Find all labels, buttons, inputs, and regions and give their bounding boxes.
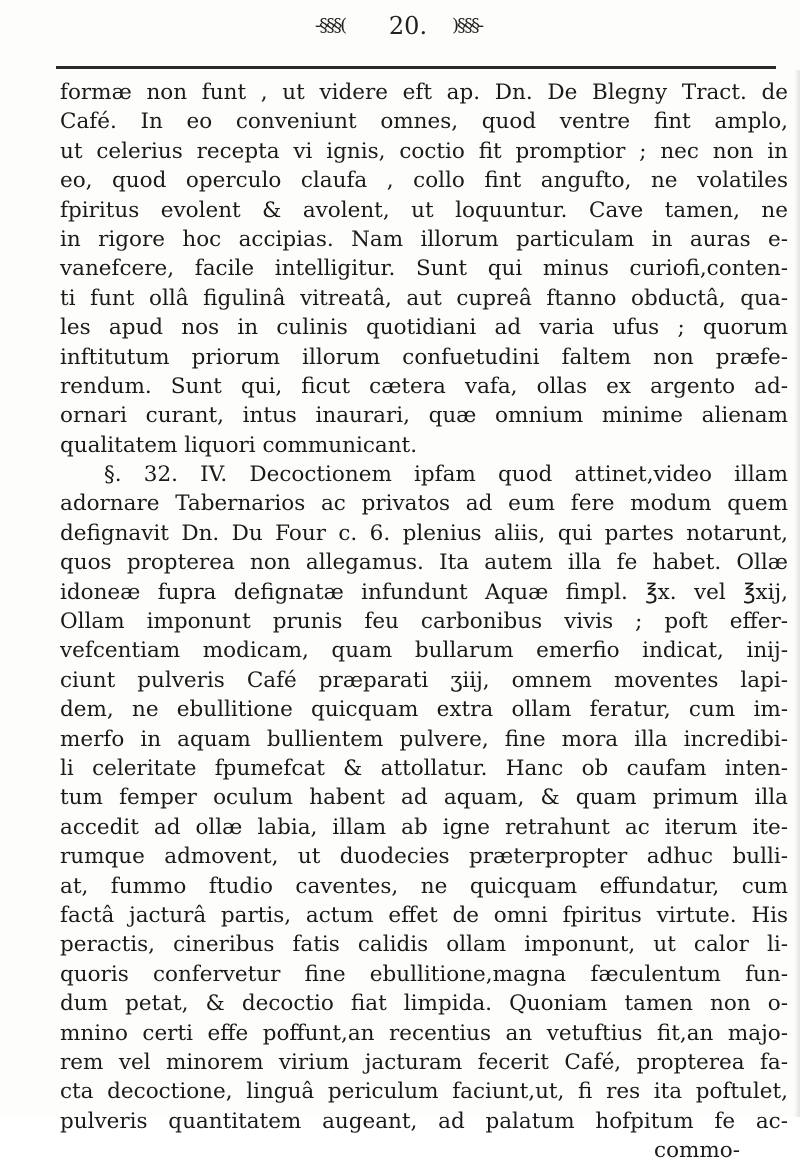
text-line: les apud nos in culinis quotidiani ad varia ufus ; quorum (60, 315, 788, 341)
text-line: merfo in aquam bullientem pulvere, fine mora illa incredibi- (60, 726, 788, 752)
header-rule (56, 66, 776, 69)
page-number: 20. (388, 12, 428, 40)
text-line: dum petat, & decoctio fiat limpida. Quoniam tamen non o- (60, 991, 788, 1017)
text-line: adornare Tabernarios ac privatos ad eum fere modum quem (60, 491, 788, 517)
text-line: inftitutum priorum illorum confuetudini faltem non præfe- (60, 344, 788, 370)
page-header (0, 8, 800, 42)
text-line: pulveris quantitatem augeant, ad palatum hofpitum fe ac- (60, 1108, 788, 1134)
text-line: dem, ne ebullitione quicquam extra ollam feratur, cum im- (60, 697, 788, 723)
text-line: ti funt ollâ figulinâ vitreatâ, aut cupreâ ftanno obductâ, qua- (60, 285, 788, 311)
text-line: defignavit Dn. Du Four c. 6. plenius aliis, qui partes notarunt, (60, 520, 788, 546)
text-line: at, fummo ftudio caventes, ne quicquam effundatur, cum (60, 873, 788, 899)
text-line: fpiritus evolent & avolent, ut loquuntur. Cave tamen, ne (60, 197, 788, 223)
text-line: in rigore hoc accipias. Nam illorum particulam in auras e- (60, 226, 788, 252)
body-text (60, 78, 788, 1165)
text-line: eo, quod operculo claufa , collo fint angufto, ne volatiles (60, 168, 788, 194)
text-line: factâ jacturâ partis, actum effet de omni fpiritus virtute. His (60, 902, 788, 928)
text-line: ornari curant, intus inaurari, quæ omnium minime alienam (60, 403, 788, 429)
page-edge-shadow (794, 70, 800, 1117)
text-line: §. 32. IV. Decoctionem ipfam quod attinet,video illam (104, 462, 788, 488)
text-line: quoris confervetur fine ebullitione,magna fæculentum fun- (60, 961, 788, 987)
catchword: commo- (654, 1138, 740, 1164)
text-line: tum femper oculum habent ad aquam, & quam primum illa (60, 785, 788, 811)
text-line: accedit ad ollæ labia, illam ab igne retrahunt ac iterum ite- (60, 814, 788, 840)
text-line: Café. In eo conveniunt omnes, quod ventre fint amplo, (60, 109, 788, 135)
text-line: ut celerius recepta vi ignis, coctio fit promptior ; nec non in (60, 138, 788, 164)
text-line: rem vel minorem virium jacturam fecerit Café, propterea fa- (60, 1049, 788, 1075)
text-line: rendum. Sunt qui, ficut cætera vafa, ollas ex argento ad- (60, 373, 788, 399)
text-line: formæ non funt , ut videre eft ap. Dn. De Blegny Tract. de (60, 80, 788, 105)
header-ornament-left: -§§§( (315, 15, 346, 36)
text-line: vanefcere, facile intelligitur. Sunt qui minus curiofi,conten- (60, 256, 788, 282)
text-line: ciunt pulveris Café præparati ʒiij, omnem moventes lapi- (60, 667, 788, 693)
text-line: rumque admovent, ut duodecies præterpropter adhuc bulli- (60, 844, 788, 870)
text-line: idoneæ fupra defignatæ infundunt Aquæ fimpl. ℥x. vel ℥xij, (60, 579, 788, 605)
text-line: Ollam imponunt prunis feu carbonibus vivis ; poft effer- (60, 609, 788, 635)
text-line: vefcentiam modicam, quam bullarum emerfio indicat, inij- (60, 638, 788, 664)
text-line: quos propterea non allegamus. Ita autem illa fe habet. Ollæ (60, 550, 788, 576)
text-line: li celeritate fpumefcat & attollatur. Hanc ob caufam inten- (60, 755, 788, 781)
text-line: qualitatem liquori communicant. (60, 432, 418, 458)
text-line: peractis, cineribus fatis calidis ollam imponunt, ut calor li- (60, 932, 788, 958)
header-ornament-right: )§§§- (452, 15, 483, 36)
text-line: mnino certi effe poffunt,an recentius an vetuftius fit,an majo- (60, 1020, 788, 1046)
text-line: cta decoctione, linguâ periculum faciunt,ut, fi res ita poftulet, (60, 1079, 788, 1105)
